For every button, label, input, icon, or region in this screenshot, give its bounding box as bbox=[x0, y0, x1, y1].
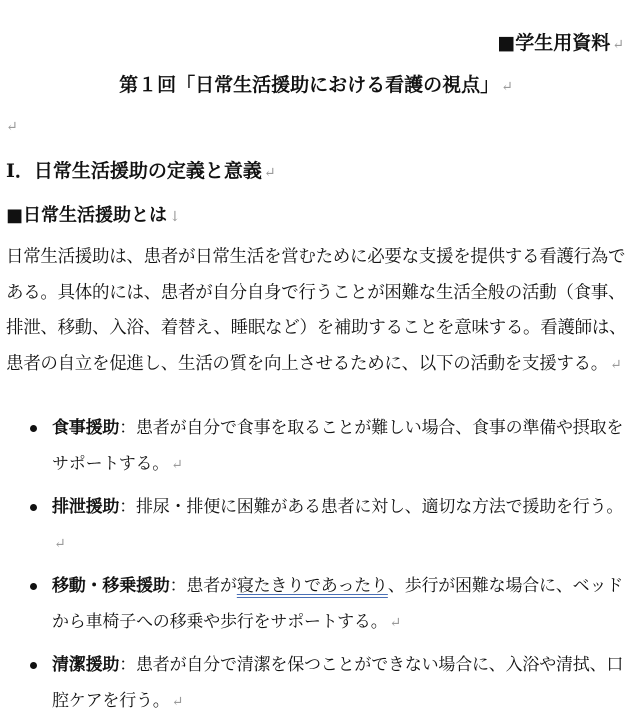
list-item-term: 食事援助 bbox=[52, 418, 120, 438]
bullet-icon bbox=[30, 425, 37, 432]
paragraph-mark-icon: ↵ bbox=[612, 37, 624, 53]
paragraph-mark-icon: ↵ bbox=[501, 79, 513, 95]
grammar-underline-text[interactable]: 寝たきりであったり bbox=[236, 576, 388, 596]
list-item bbox=[26, 569, 626, 641]
bullet-icon bbox=[30, 504, 37, 511]
list-item-text: ：排尿・排便に困難がある患者に対し、適切な方法で援助を行う。 bbox=[119, 497, 624, 517]
subsection-heading bbox=[6, 201, 181, 227]
paragraph-mark-icon: ↵ bbox=[263, 165, 276, 181]
bullet-list bbox=[26, 411, 626, 727]
bullet-icon bbox=[30, 583, 37, 590]
section-heading bbox=[6, 156, 276, 183]
empty-paragraph bbox=[6, 116, 18, 135]
paragraph-mark-icon: ↵ bbox=[610, 356, 622, 373]
list-item bbox=[26, 411, 626, 483]
list-item-text-before: ：患者が bbox=[169, 576, 237, 596]
list-item-term: 清潔援助 bbox=[52, 655, 120, 675]
body-paragraph-text: 日常生活援助は、患者が日常生活を営むために必要な支援を提供する看護行為である。具体的には、患者が自分自身で行うことが困難な生活全般の活動（食事、排泄、移動、入浴、着替え、睡眠など）を補助することを意味する。看護師は、患者の自立を促進し、生活の質を向上させるために、以下の活動を支援する。 bbox=[6, 247, 627, 374]
paragraph-mark-icon: ↵ bbox=[54, 535, 66, 552]
list-item-text: ：患者が自分で食事を取ることが難しい場合、食事の準備や摂取をサポートする。 bbox=[52, 418, 624, 474]
document-title-text: 第１回「日常生活援助における看護の視点」 bbox=[119, 74, 500, 96]
bullet-icon bbox=[30, 662, 37, 669]
section-heading-text: Ⅰ．日常生活援助の定義と意義 bbox=[6, 160, 262, 182]
list-item-term: 移動・移乗援助 bbox=[52, 576, 170, 596]
list-item-term: 排泄援助 bbox=[52, 497, 120, 517]
paragraph-mark-icon: ↵ bbox=[389, 614, 402, 631]
document-label bbox=[497, 28, 624, 55]
list-item-text: ：患者が自分で清潔を保つことができない場合に、入浴や清拭、口腔ケアを行う。 bbox=[52, 655, 624, 711]
list-item bbox=[26, 490, 626, 562]
line-break-mark-icon: ↓ bbox=[169, 209, 181, 225]
body-paragraph bbox=[6, 240, 632, 383]
document-label-text: ■学生用資料 bbox=[497, 32, 611, 54]
paragraph-mark-icon: ↵ bbox=[6, 119, 18, 135]
paragraph-mark-icon: ↵ bbox=[171, 456, 183, 473]
list-item bbox=[26, 648, 626, 720]
subsection-heading-text: ■日常生活援助とは bbox=[6, 205, 168, 226]
document-title bbox=[0, 70, 632, 97]
list-item-text-after: 、歩行が困難な場合に、ベッドから車椅子への移乗や歩行をサポートする。 bbox=[52, 576, 624, 632]
paragraph-mark-icon: ↵ bbox=[171, 693, 184, 710]
